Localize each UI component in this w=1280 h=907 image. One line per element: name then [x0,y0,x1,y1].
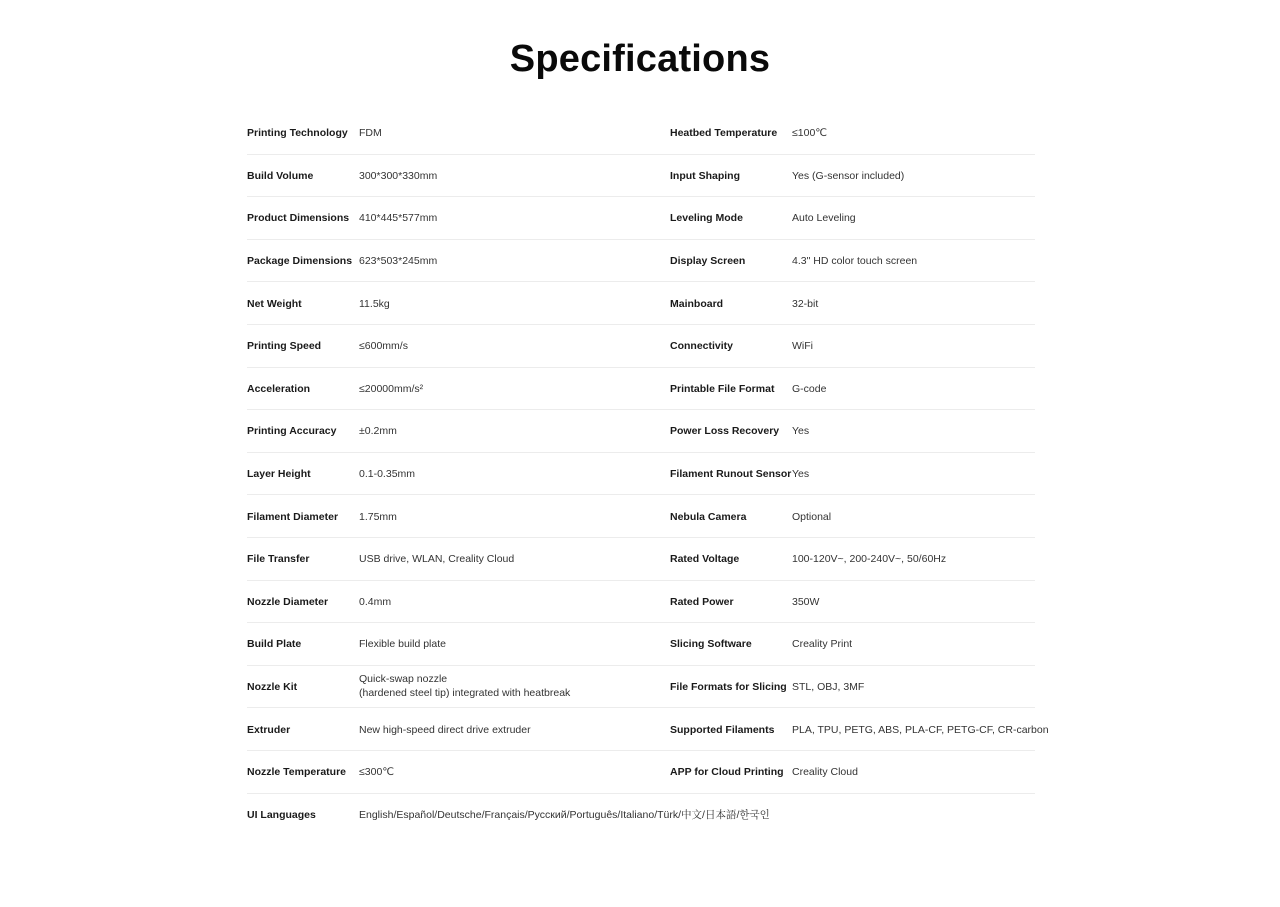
spec-value: ≤300℃ [359,766,395,779]
spec-row [247,282,1035,325]
spec-value: Quick-swap nozzle (hardened steel tip) integrated with heatbreak [359,673,571,700]
spec-label: Package Dimensions [247,255,353,268]
spec-label: Build Plate [247,638,302,651]
spec-value: 1.75mm [359,510,397,523]
spec-value: 300*300*330mm [359,169,438,182]
spec-label: Rated Voltage [670,553,740,566]
spec-label: File Transfer [247,553,310,566]
spec-table [247,112,1049,836]
spec-label: Display Screen [670,255,746,268]
spec-label: Printable File Format [670,382,775,395]
spec-value: 350W [792,595,820,608]
spec-value: Auto Leveling [792,212,856,225]
spec-label: Connectivity [670,340,734,353]
spec-value: USB drive, WLAN, Creality Cloud [359,553,515,566]
spec-row [247,155,1035,198]
spec-label: Nozzle Temperature [247,766,346,779]
spec-row [247,581,1035,624]
spec-row [247,751,1035,794]
spec-value: ≤20000mm/s² [359,382,424,395]
spec-row [247,368,1035,411]
spec-label: Filament Runout Sensor [670,468,792,481]
spec-label: Nozzle Kit [247,681,298,694]
spec-value: Flexible build plate [359,638,446,651]
spec-label: Mainboard [670,297,724,310]
spec-row [247,325,1035,368]
spec-label: Leveling Mode [670,212,743,225]
spec-label: Nozzle Diameter [247,595,329,608]
page-title: Specifications [509,38,771,80]
spec-value: ≤600mm/s [359,340,408,353]
spec-label: Net Weight [247,297,302,310]
spec-label: Printing Speed [247,340,322,353]
spec-value: 32-bit [792,297,819,310]
spec-value: 0.4mm [359,595,392,608]
spec-row [247,666,1035,709]
spec-row [247,623,1035,666]
spec-value: 0.1-0.35mm [359,468,416,481]
spec-label: Acceleration [247,382,311,395]
spec-label: Printing Accuracy [247,425,337,438]
spec-label: Layer Height [247,468,311,481]
spec-row [247,453,1035,496]
spec-value: 11.5kg [359,297,390,310]
spec-label: Input Shaping [670,169,740,182]
spec-value: ±0.2mm [359,425,397,438]
spec-value: 623*503*245mm [359,255,438,268]
spec-label: Rated Power [670,595,734,608]
spec-value: 100-120V~, 200-240V~, 50/60Hz [792,553,947,566]
spec-value: New high-speed direct drive extruder [359,723,531,736]
spec-label: UI Languages [247,808,316,821]
spec-row [247,794,1035,837]
spec-value: FDM [359,127,382,140]
spec-label: Nebula Camera [670,510,747,523]
spec-row [247,410,1035,453]
spec-value: 410*445*577mm [359,212,438,225]
spec-row [247,197,1035,240]
spec-label: Filament Diameter [247,510,339,523]
spec-value: Creality Print [792,638,853,651]
spec-label: Extruder [247,723,291,736]
spec-row [247,240,1035,283]
spec-value: WiFi [792,340,813,353]
spec-value: Yes (G-sensor included) [792,169,905,182]
spec-row [247,112,1035,155]
spec-value: Yes [792,425,810,438]
spec-value: English/Español/Deutsche/Français/Русский/Português/Italiano/Türk/中文/日本語/한국인 [359,808,770,821]
spec-label: Supported Filaments [670,723,775,736]
spec-value: STL, OBJ, 3MF [792,681,865,694]
spec-value: Creality Cloud [792,766,858,779]
spec-value: Optional [792,510,832,523]
spec-label: File Formats for Slicing [670,681,787,694]
spec-label: Product Dimensions [247,212,350,225]
spec-row [247,495,1035,538]
spec-value: G-code [792,382,827,395]
spec-row [247,538,1035,581]
spec-value: PLA, TPU, PETG, ABS, PLA-CF, PETG-CF, CR-carbon [792,723,1049,736]
spec-label: Power Loss Recovery [670,425,780,438]
spec-label: Build Volume [247,169,314,182]
spec-label: Slicing Software [670,638,752,651]
spec-label: APP for Cloud Printing [670,766,784,779]
spec-value: Yes [792,468,810,481]
spec-value: ≤100℃ [792,127,828,140]
spec-row [247,708,1049,751]
spec-label: Printing Technology [247,127,348,140]
spec-value: 4.3" HD color touch screen [792,255,918,268]
spec-label: Heatbed Temperature [670,127,778,140]
